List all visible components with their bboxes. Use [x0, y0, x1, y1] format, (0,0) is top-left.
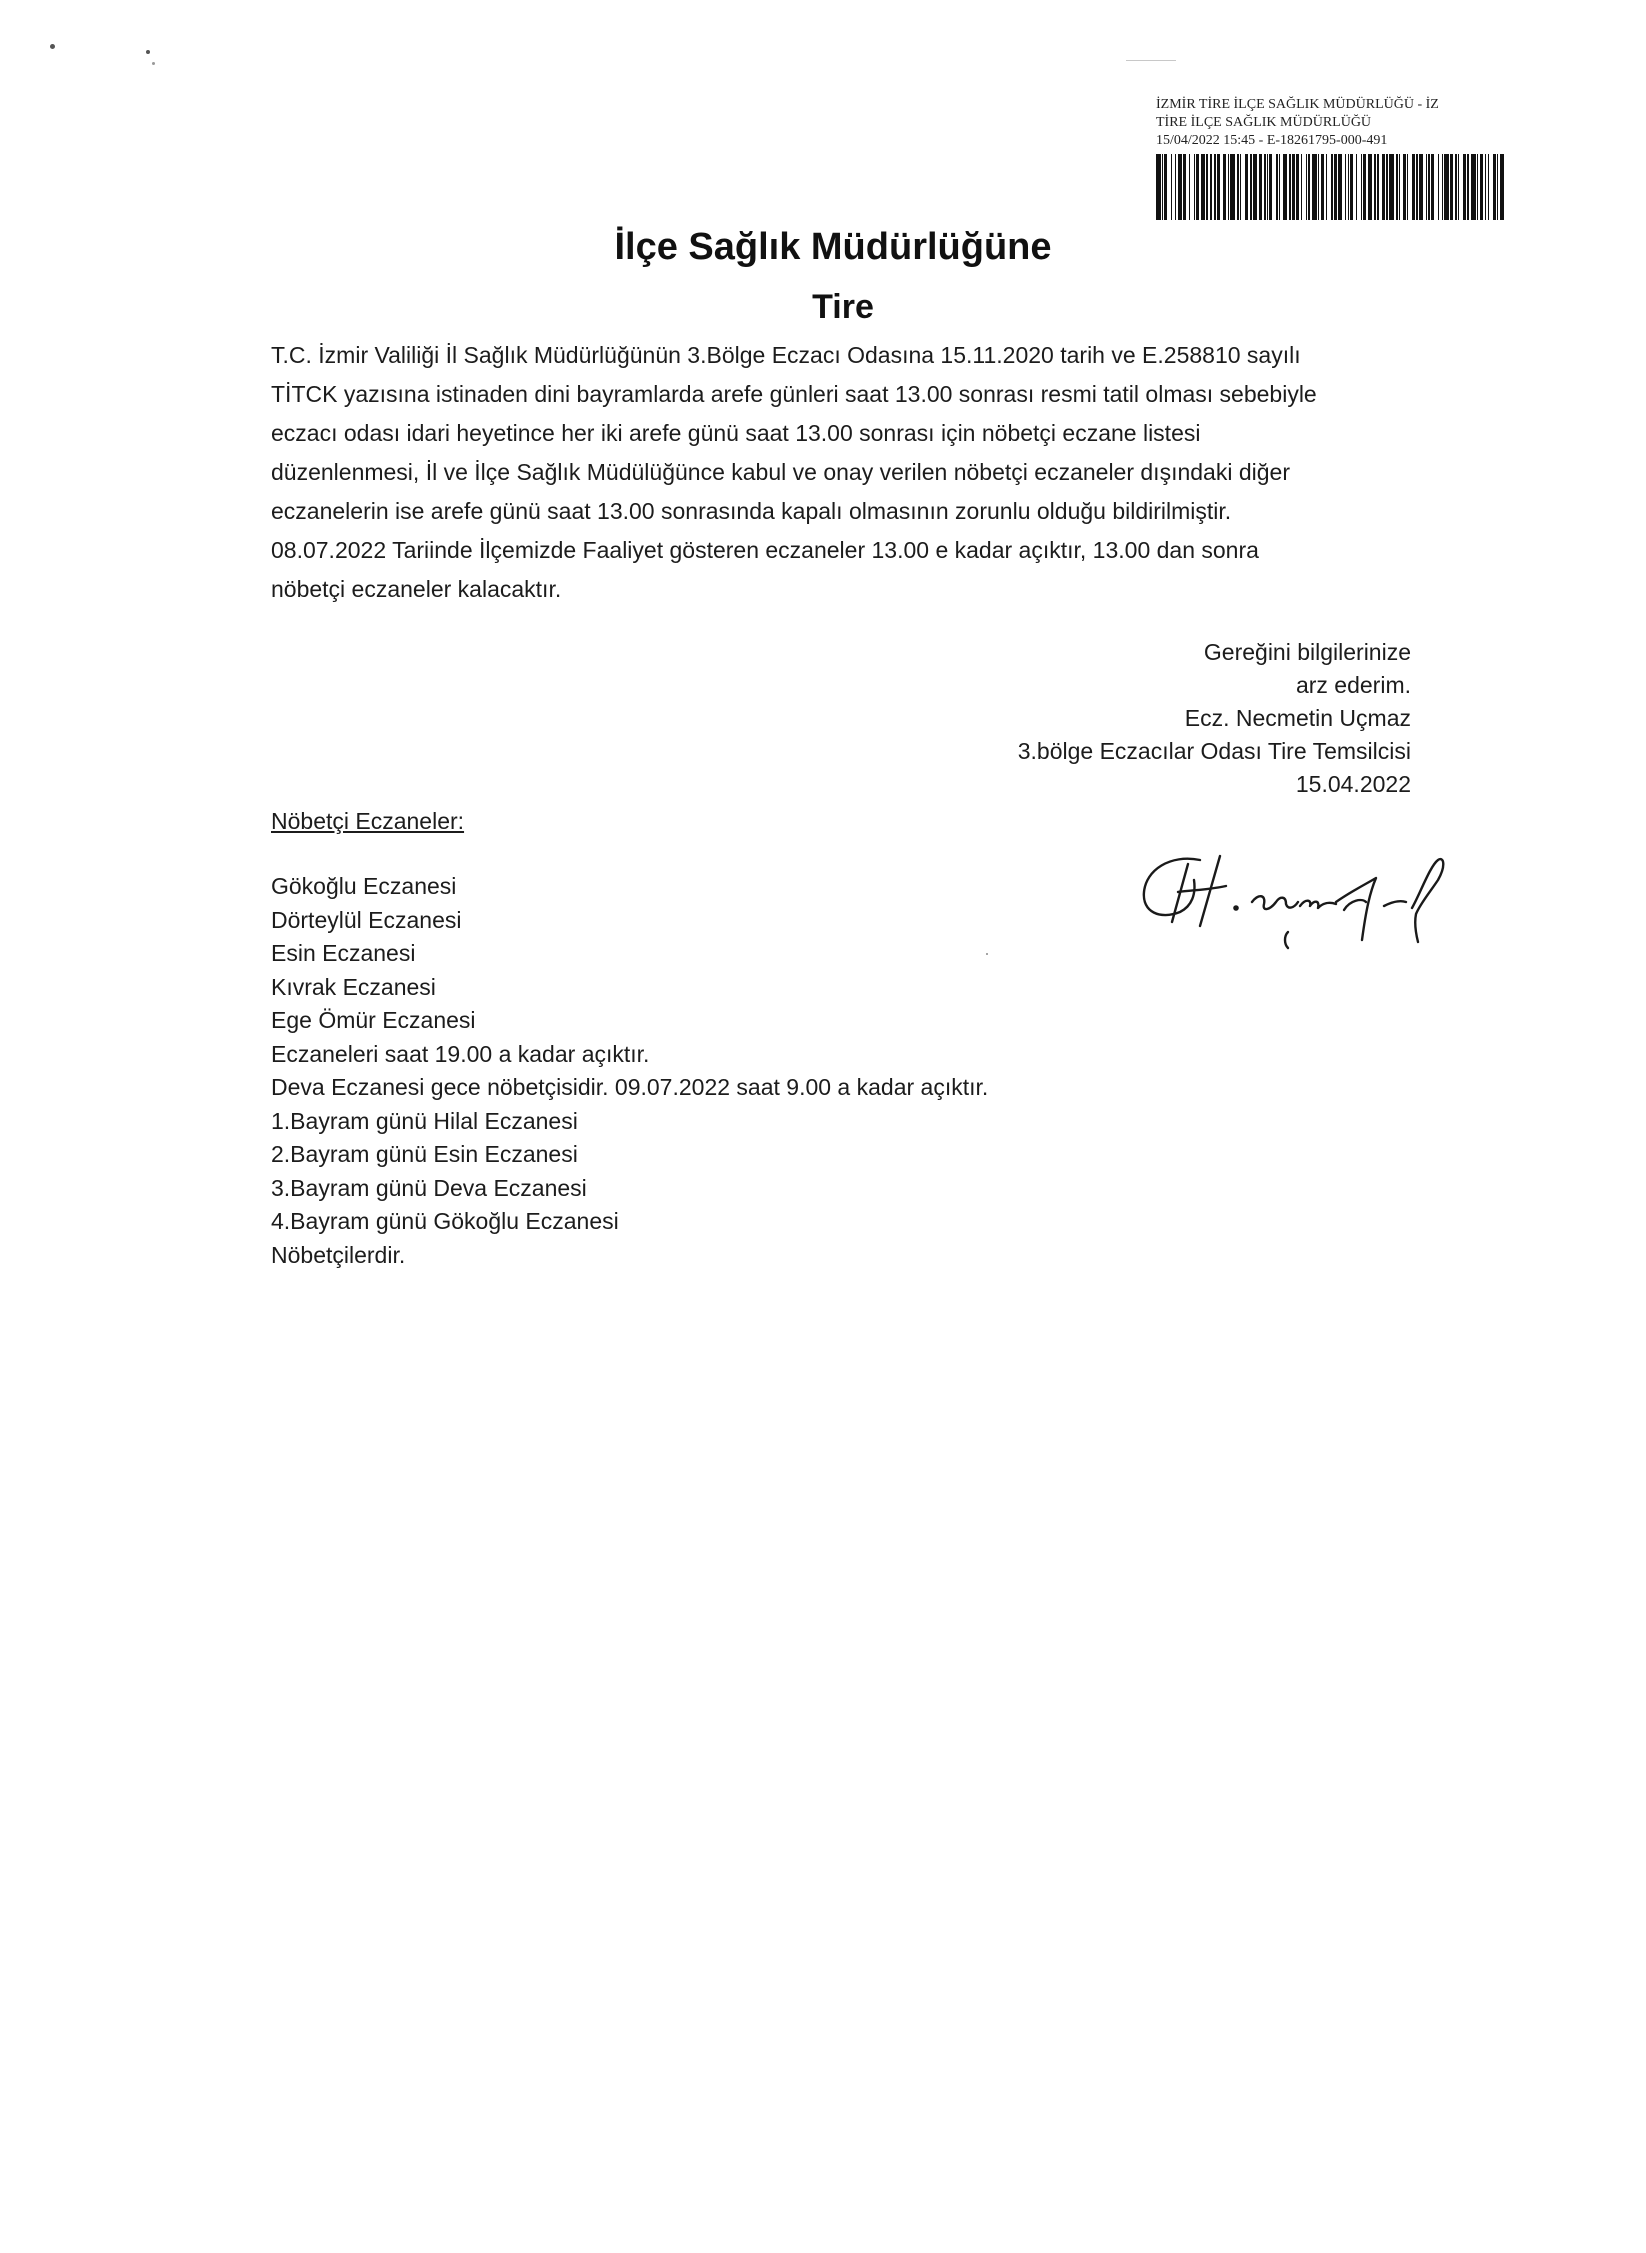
barcode-bar: [1407, 154, 1409, 220]
barcode-bar: [1164, 154, 1167, 220]
barcode-bar: [1267, 154, 1269, 220]
body-line: düzenlenmesi, İl ve İlçe Sağlık Müdülüğünce kabul ve onay verilen nöbetçi eczaneler dışındaki diğer: [271, 459, 1290, 485]
barcode-bar: [1450, 154, 1453, 220]
closing-line: Gereğini bilgilerinize: [1203, 639, 1411, 665]
barcode-bar: [1196, 154, 1199, 220]
barcode-bar: [1488, 154, 1490, 220]
barcode-bar: [1175, 154, 1177, 220]
barcode-bar: [1493, 154, 1496, 220]
barcode-bar: [1477, 154, 1479, 220]
barcode-bar: [1338, 154, 1343, 220]
barcode-bar: [1312, 154, 1317, 220]
barcode-bar: [1480, 154, 1483, 220]
document-title: İlçe Sağlık Müdürlüğüne: [614, 226, 1052, 268]
barcode-bar: [1306, 154, 1308, 220]
stamp-line-3: 15/04/2022 15:45 - E-18261795-000-491: [1156, 133, 1388, 148]
scan-speck: [152, 62, 155, 65]
barcode-bar: [1289, 154, 1291, 220]
handwritten-signature: [1130, 840, 1460, 960]
barcode-bar: [1396, 154, 1398, 220]
scan-mark: [1126, 60, 1176, 61]
barcode-bar: [1426, 154, 1428, 220]
list-item: Ege Ömür Eczanesi: [271, 1007, 476, 1033]
barcode-bar: [1374, 154, 1376, 220]
barcode-bar: [1228, 154, 1230, 220]
closing-line: Ecz. Necmetin Uçmaz: [1184, 705, 1411, 731]
body-line: eczacı odası idari heyetince her iki arefe günü saat 13.00 sonrası için nöbetçi eczane listesi: [271, 420, 1201, 446]
barcode-bar: [1458, 154, 1460, 220]
body-line: eczanelerin ise arefe günü saat 13.00 sonrasında kapalı olmasının zorunlu olduğu bildirilmiştir.: [271, 498, 1232, 524]
barcode-bar: [1334, 154, 1337, 220]
list-item: 2.Bayram günü Esin Eczanesi: [271, 1141, 578, 1167]
stamp-line-2: TİRE İLÇE SAĞLIK MÜDÜRLÜĞÜ: [1156, 115, 1372, 130]
closing-block: [1018, 636, 1411, 801]
barcode-bar: [1361, 154, 1363, 220]
barcode-bar: [1162, 154, 1164, 220]
barcode-bar: [1455, 154, 1457, 220]
duty-pharmacies-heading: Nöbetçi Eczaneler:: [271, 808, 465, 834]
barcode-bar: [1412, 154, 1415, 220]
barcode-bar: [1206, 154, 1208, 220]
barcode-bar: [1178, 154, 1183, 220]
barcode-bar: [1467, 154, 1469, 220]
list-item: Dörteylül Eczanesi: [271, 906, 462, 933]
barcode-bar: [1321, 154, 1324, 220]
body-line: TİTCK yazısına istinaden dini bayramlarda arefe günleri saat 13.00 sonrası resmi tatil olması sebebiyle: [271, 381, 1317, 407]
barcode-bar: [1326, 154, 1328, 220]
barcode-bar: [1189, 154, 1191, 220]
barcode-bar: [1318, 154, 1320, 220]
body-line: nöbetçi eczaneler kalacaktır.: [271, 576, 562, 602]
barcode-bar: [1210, 154, 1212, 220]
barcode-bar: [1485, 154, 1487, 220]
barcode-bar: [1399, 154, 1401, 220]
barcode-bar: [1156, 154, 1161, 220]
barcode-bar: [1419, 154, 1424, 220]
document-subtitle: Tire: [812, 288, 874, 326]
closing-line: arz ederim.: [1295, 672, 1411, 698]
barcode-bar: [1416, 154, 1418, 220]
barcode-bar: [1497, 154, 1499, 220]
registry-stamp: [1156, 96, 1528, 220]
barcode-bar: [1250, 154, 1252, 220]
barcode-bar: [1292, 154, 1295, 220]
barcode-bar: [1269, 154, 1272, 220]
barcode-bar: [1348, 154, 1350, 220]
barcode-bar: [1438, 154, 1440, 220]
barcode-bar: [1471, 154, 1476, 220]
barcode-bar: [1386, 154, 1388, 220]
barcode-bar: [1201, 154, 1206, 220]
barcode-bar: [1279, 154, 1281, 220]
barcode-bar: [1223, 154, 1226, 220]
barcode-bar: [1444, 154, 1449, 220]
barcode-bar: [1245, 154, 1248, 220]
barcode-bar: [1171, 154, 1173, 220]
barcode-bar: [1283, 154, 1288, 220]
barcode-bar: [1389, 154, 1394, 220]
barcode-bar: [1428, 154, 1430, 220]
duty-pharmacies-list: [271, 870, 988, 1272]
barcode-bar: [1377, 154, 1379, 220]
closing-line: 3.bölge Eczacılar Odası Tire Temsilcisi: [1017, 738, 1411, 764]
scan-speck: [146, 50, 150, 54]
list-item: 1.Bayram günü Hilal Eczanesi: [271, 1107, 578, 1134]
barcode-bar: [1214, 154, 1216, 220]
barcode-bar: [1363, 154, 1366, 220]
barcode-bar: [1237, 154, 1239, 220]
barcode-bar: [1264, 154, 1266, 220]
barcode-bar: [1403, 154, 1406, 220]
list-item: Eczaneleri saat 19.00 a kadar açıktır.: [271, 1040, 650, 1067]
barcode-bar: [1308, 154, 1310, 220]
scan-speck: [50, 44, 55, 49]
body-paragraph: [271, 336, 1421, 609]
body-line: T.C. İzmir Valiliği İl Sağlık Müdürlüğünün 3.Bölge Eczacı Odasına 15.11.2020 tarih ve E.258810 sayılı: [271, 342, 1301, 368]
barcode-bar: [1217, 154, 1220, 220]
list-item: Gökoğlu Eczanesi: [271, 873, 457, 899]
list-item: Esin Eczanesi: [271, 940, 416, 966]
barcode-bar: [1296, 154, 1299, 220]
barcode-bar: [1240, 154, 1242, 220]
barcode-bar: [1301, 154, 1303, 220]
barcode-bar: [1356, 154, 1358, 220]
barcode-bar: [1183, 154, 1186, 220]
barcode-bar: [1345, 154, 1347, 220]
list-item: Deva Eczanesi gece nöbetçisidir. 09.07.2022 saat 9.00 a kadar açıktır.: [271, 1074, 989, 1100]
barcode-bar: [1276, 154, 1278, 220]
barcode-bar: [1350, 154, 1353, 220]
list-item: Kıvrak Eczanesi: [271, 973, 436, 1000]
barcode-bar: [1382, 154, 1385, 220]
list-item: 4.Bayram günü Gökoğlu Eczanesi: [271, 1208, 619, 1234]
barcode-bar: [1331, 154, 1333, 220]
barcode-bar: [1442, 154, 1444, 220]
body-line: 08.07.2022 Tariinde İlçemizde Faaliyet gösteren eczaneler 13.00 e kadar açıktır, 13.00 dan sonra: [271, 537, 1259, 563]
barcode-bar: [1194, 154, 1196, 220]
barcode-bar: [1500, 154, 1505, 220]
barcode: [1156, 154, 1506, 220]
closing-date: 15.04.2022: [1295, 771, 1411, 797]
stamp-line-1: İZMİR TİRE İLÇE SAĞLIK MÜDÜRLÜĞÜ - İZ: [1156, 97, 1439, 112]
list-item: 3.Bayram günü Deva Eczanesi: [271, 1174, 587, 1201]
barcode-bar: [1463, 154, 1466, 220]
barcode-bar: [1368, 154, 1373, 220]
barcode-bar: [1230, 154, 1235, 220]
barcode-bar: [1431, 154, 1434, 220]
list-item: Nöbetçilerdir.: [271, 1241, 406, 1268]
barcode-bar: [1253, 154, 1258, 220]
barcode-bar: [1259, 154, 1262, 220]
